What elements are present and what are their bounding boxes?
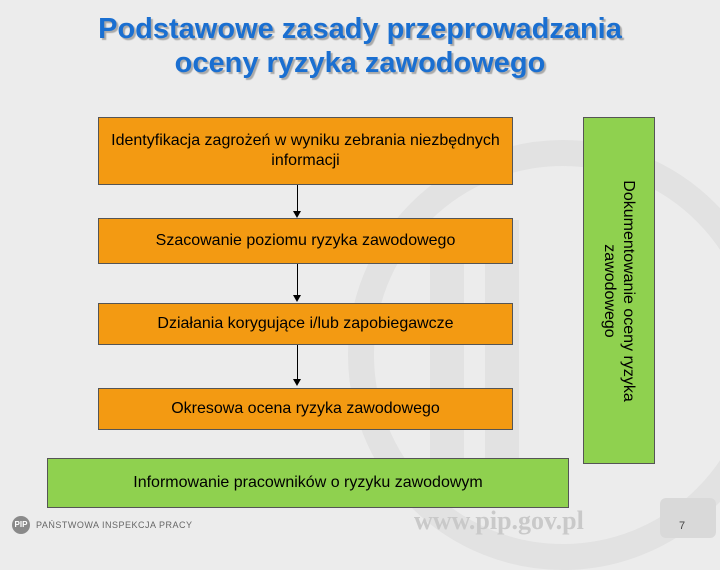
arrow-connector [297, 345, 298, 380]
title-line-1: Podstawowe zasady przeprowadzania [98, 13, 622, 45]
step-identification [98, 117, 513, 185]
step-label: Szacowanie poziomu ryzyka zawodowego [155, 232, 456, 249]
page-title [0, 12, 720, 80]
arrow-head [293, 379, 301, 386]
page-number: 7 [679, 520, 686, 532]
org-name: PAŃSTWOWA INSPEKCJA PRACY [36, 520, 193, 530]
pip-logo-icon: PIP [12, 516, 30, 534]
documentation-label: Dokumentowanie oceny ryzyka zawodowego [601, 179, 637, 402]
title-line-2: oceny ryzyka zawodowego [174, 47, 546, 79]
website-url: www.pip.gov.pl [414, 506, 584, 535]
step-periodic-assessment [98, 388, 513, 430]
documentation-box [583, 117, 655, 464]
arrow-connector [297, 185, 298, 212]
arrow-head [293, 211, 301, 218]
arrow-head [293, 295, 301, 302]
step-label: Okresowa ocena ryzyka zawodowego [171, 400, 440, 417]
step-risk-estimation [98, 218, 513, 264]
step-label: Działania korygujące i/lub zapobiegawcze [157, 315, 454, 332]
inform-label: Informowanie pracowników o ryzyku zawodowym [133, 474, 483, 491]
footer-logo [12, 516, 193, 534]
watermark-bar [430, 250, 464, 480]
inform-workers-box [47, 458, 569, 508]
arrow-connector [297, 264, 298, 296]
workers-clipart-icon [660, 498, 716, 538]
step-corrective-actions [98, 303, 513, 345]
step-label: Identyfikacja zagrożeń w wyniku zebrania niezbędnych informacji [111, 132, 500, 169]
